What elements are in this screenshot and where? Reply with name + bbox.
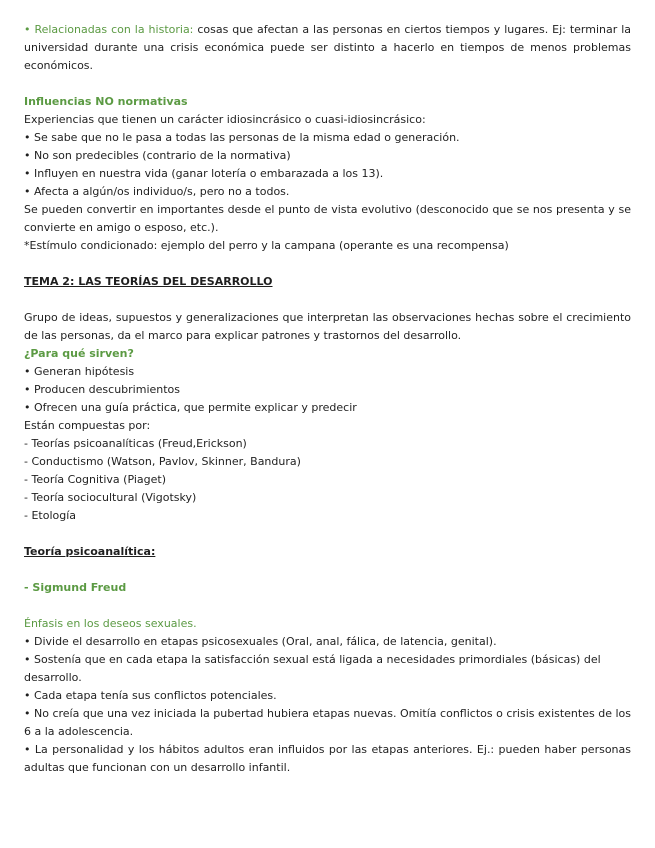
- psico-bullet: • Cada etapa tenía sus conflictos potenciales.: [24, 689, 277, 702]
- no-normativas-bullet: • No son predecibles (contrario de la normativa): [24, 149, 291, 162]
- tema2-definition: Grupo de ideas, supuestos y generalizaciones que interpretan las observaciones hechas sobre el crecimiento de las personas, da el marco para explicar patrones y trastornos del desarrollo.: [24, 311, 631, 342]
- psico-title: Teoría psicoanalítica:: [24, 545, 156, 558]
- psico-bullet: • No creía que una vez iniciada la pubertad hubiera etapas nuevas. Omitía conflictos o crisis existentes de los 6 a la adolescencia.: [24, 707, 631, 738]
- tema2-theory-item: - Teorías psicoanalíticas (Freud,Erickson): [24, 437, 247, 450]
- no-normativas-heading: Influencias NO normativas: [24, 95, 188, 108]
- tema2-theory-item: - Teoría Cognitiva (Piaget): [24, 473, 167, 486]
- no-normativas-bullet: • Se sabe que no le pasa a todas las personas de la misma edad o generación.: [24, 131, 460, 144]
- tema2-composed-intro: Están compuestas por:: [24, 419, 151, 432]
- psico-emphasis: Énfasis en los deseos sexuales.: [24, 617, 197, 630]
- tema2-use-item: • Ofrecen una guía práctica, que permite explicar y predecir: [24, 401, 357, 414]
- tema2-theory-item: - Teoría sociocultural (Vigotsky): [24, 491, 197, 504]
- no-normativas-bullet: • Influyen en nuestra vida (ganar lotería o embarazada a los 13).: [24, 167, 384, 180]
- no-normativas-bullet: • Afecta a algún/os individuo/s, pero no a todos.: [24, 185, 290, 198]
- tema2-theory-item: - Conductismo (Watson, Pavlov, Skinner, Bandura): [24, 455, 301, 468]
- psico-bullet: • Sostenía que en cada etapa la satisfacción sexual está ligada a necesidades primordiales (básicas) del desarrollo.: [24, 653, 601, 684]
- psico-author: - Sigmund Freud: [24, 581, 127, 594]
- tema2-question: ¿Para qué sirven?: [24, 347, 134, 360]
- no-normativas-note: *Estímulo condicionado: ejemplo del perro y la campana (operante es una recompensa): [24, 239, 509, 252]
- intro-paragraph: [24, 21, 631, 75]
- tema2-use-item: • Generan hipótesis: [24, 365, 135, 378]
- tema2-theory-item: - Etología: [24, 509, 77, 522]
- intro-bullet-text: cosas que afectan a las personas en ciertos tiempos y lugares. Ej: terminar la universidad durante una crisis económica puede ser distinto a hacerlo en tiempos de menos problemas económicos.: [24, 23, 632, 72]
- psico-bullet: • Divide el desarrollo en etapas psicosexuales (Oral, anal, fálica, de latencia, genital).: [24, 635, 497, 648]
- document-page: [24, 21, 631, 777]
- intro-bullet-label: • Relacionadas con la historia:: [24, 23, 194, 36]
- no-normativas-intro: Experiencias que tienen un carácter idiosincrásico o cuasi-idiosincrásico:: [24, 113, 426, 126]
- tema2-title: TEMA 2: LAS TEORÍAS DEL DESARROLLO: [24, 275, 273, 288]
- tema2-use-item: • Producen descubrimientos: [24, 383, 181, 396]
- psico-bullet: • La personalidad y los hábitos adultos eran influidos por las etapas anteriores. Ej.: pueden haber personas adultas que funcionan con un desarrollo infantil.: [24, 743, 631, 774]
- no-normativas-paragraph: Se pueden convertir en importantes desde el punto de vista evolutivo (desconocido que se nos presenta y se convierte en amigo o esposo, etc.).: [24, 203, 631, 234]
